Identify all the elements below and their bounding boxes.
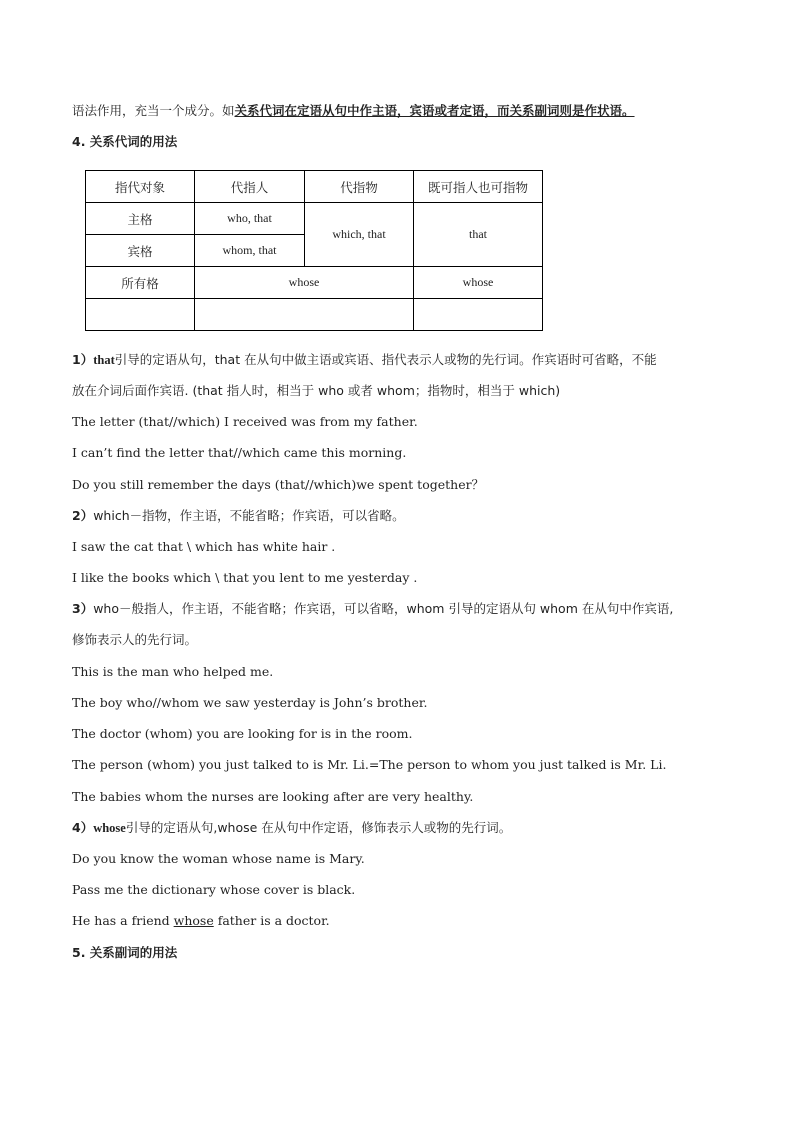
header-both: 既可指人也可指物	[414, 171, 543, 203]
p1-text: 引导的定语从句，that 在从句中做主语或宾语、指代表示人或物的先行词。作宾语时可省略，不能	[114, 352, 657, 367]
header-thing: 代指物	[305, 171, 414, 203]
p2-example-2: I like the books which \ that you lent to me yesterday .	[72, 570, 418, 585]
p3-line2: 修饰表示人的先行词。	[72, 632, 198, 647]
p1-example-3: Do you still remember the days (that//which)we spent together？	[72, 477, 485, 492]
possessive-both: whose	[414, 267, 543, 299]
intro-plain: 语法作用，充当一个成分。如	[72, 103, 235, 118]
objective-person: whom, that	[195, 235, 305, 267]
p2-text: which－指物，作主语，不能省略；作宾语，可以省略。	[93, 508, 405, 523]
p3-line1	[72, 601, 673, 617]
p1-number: 1）	[72, 352, 94, 367]
p3-number: 3）	[72, 601, 94, 616]
p4-example-2: Pass me the dictionary whose cover is black.	[72, 882, 356, 897]
nominative-person: who, that	[195, 203, 305, 235]
empty-cell	[86, 299, 195, 331]
p4-keyword: whose	[93, 821, 126, 835]
p1-example-1: The letter (that//which) I received was from my father.	[72, 414, 418, 429]
p4-example-3-end: father is a doctor.	[213, 913, 330, 928]
p4-example-3-start: He has a friend	[72, 913, 174, 928]
intro-line	[72, 103, 635, 119]
p1-keyword: that	[93, 353, 115, 367]
section-4-heading: 4. 关系代词的用法	[72, 134, 178, 149]
p4-text: 引导的定语从句,whose 在从句中作定语，修饰表示人或物的先行词。	[125, 820, 512, 835]
row-objective-label: 宾格	[86, 235, 195, 267]
p3-example-5: The babies whom the nurses are looking after are very healthy.	[72, 789, 474, 804]
p4-example-1: Do you know the woman whose name is Mary.	[72, 851, 365, 866]
p4-number: 4）	[72, 820, 94, 835]
p3-example-1: This is the man who helped me.	[72, 664, 274, 679]
p4-line1	[72, 820, 511, 836]
p4-example-3	[72, 913, 330, 929]
row-possessive-label: 所有格	[86, 267, 195, 299]
p2-line1	[72, 508, 405, 524]
subject-object-both: that	[414, 203, 543, 267]
p1-line1	[72, 352, 657, 368]
p3-example-2: The boy who//whom we saw yesterday is John’s brother.	[72, 695, 428, 710]
p4-example-3-underlined: whose	[173, 913, 214, 928]
p2-example-1: I saw the cat that \ which has white hair .	[72, 539, 336, 554]
header-person: 代指人	[195, 171, 305, 203]
intro-emphasis: 关系代词在定语从句中作主语，宾语或者定语，而关系副词则是作状语。	[234, 103, 635, 118]
empty-cell	[414, 299, 543, 331]
p3-text: who－般指人，作主语，不能省略；作宾语，可以省略，whom 引导的定语从句 whom 在从句中作宾语,	[93, 601, 674, 616]
p2-number: 2）	[72, 508, 94, 523]
empty-cell	[195, 299, 414, 331]
subject-object-thing: which, that	[305, 203, 414, 267]
p3-example-3: The doctor (whom) you are looking for is in the room.	[72, 726, 413, 741]
relative-pronoun-table	[85, 170, 543, 331]
p3-example-4: The person (whom) you just talked to is Mr. Li.=The person to whom you just talked is Mr. Li.	[72, 757, 667, 772]
possessive-person-thing: whose	[195, 267, 414, 299]
p1-line2: 放在介词后面作宾语. (that 指人时，相当于 who 或者 whom；指物时，相当于 which)	[72, 383, 561, 398]
row-nominative-label: 主格	[86, 203, 195, 235]
p1-example-2: I can’t find the letter that//which came this morning.	[72, 445, 407, 460]
header-referent: 指代对象	[86, 171, 195, 203]
section-5-heading: 5. 关系副词的用法	[72, 945, 178, 960]
